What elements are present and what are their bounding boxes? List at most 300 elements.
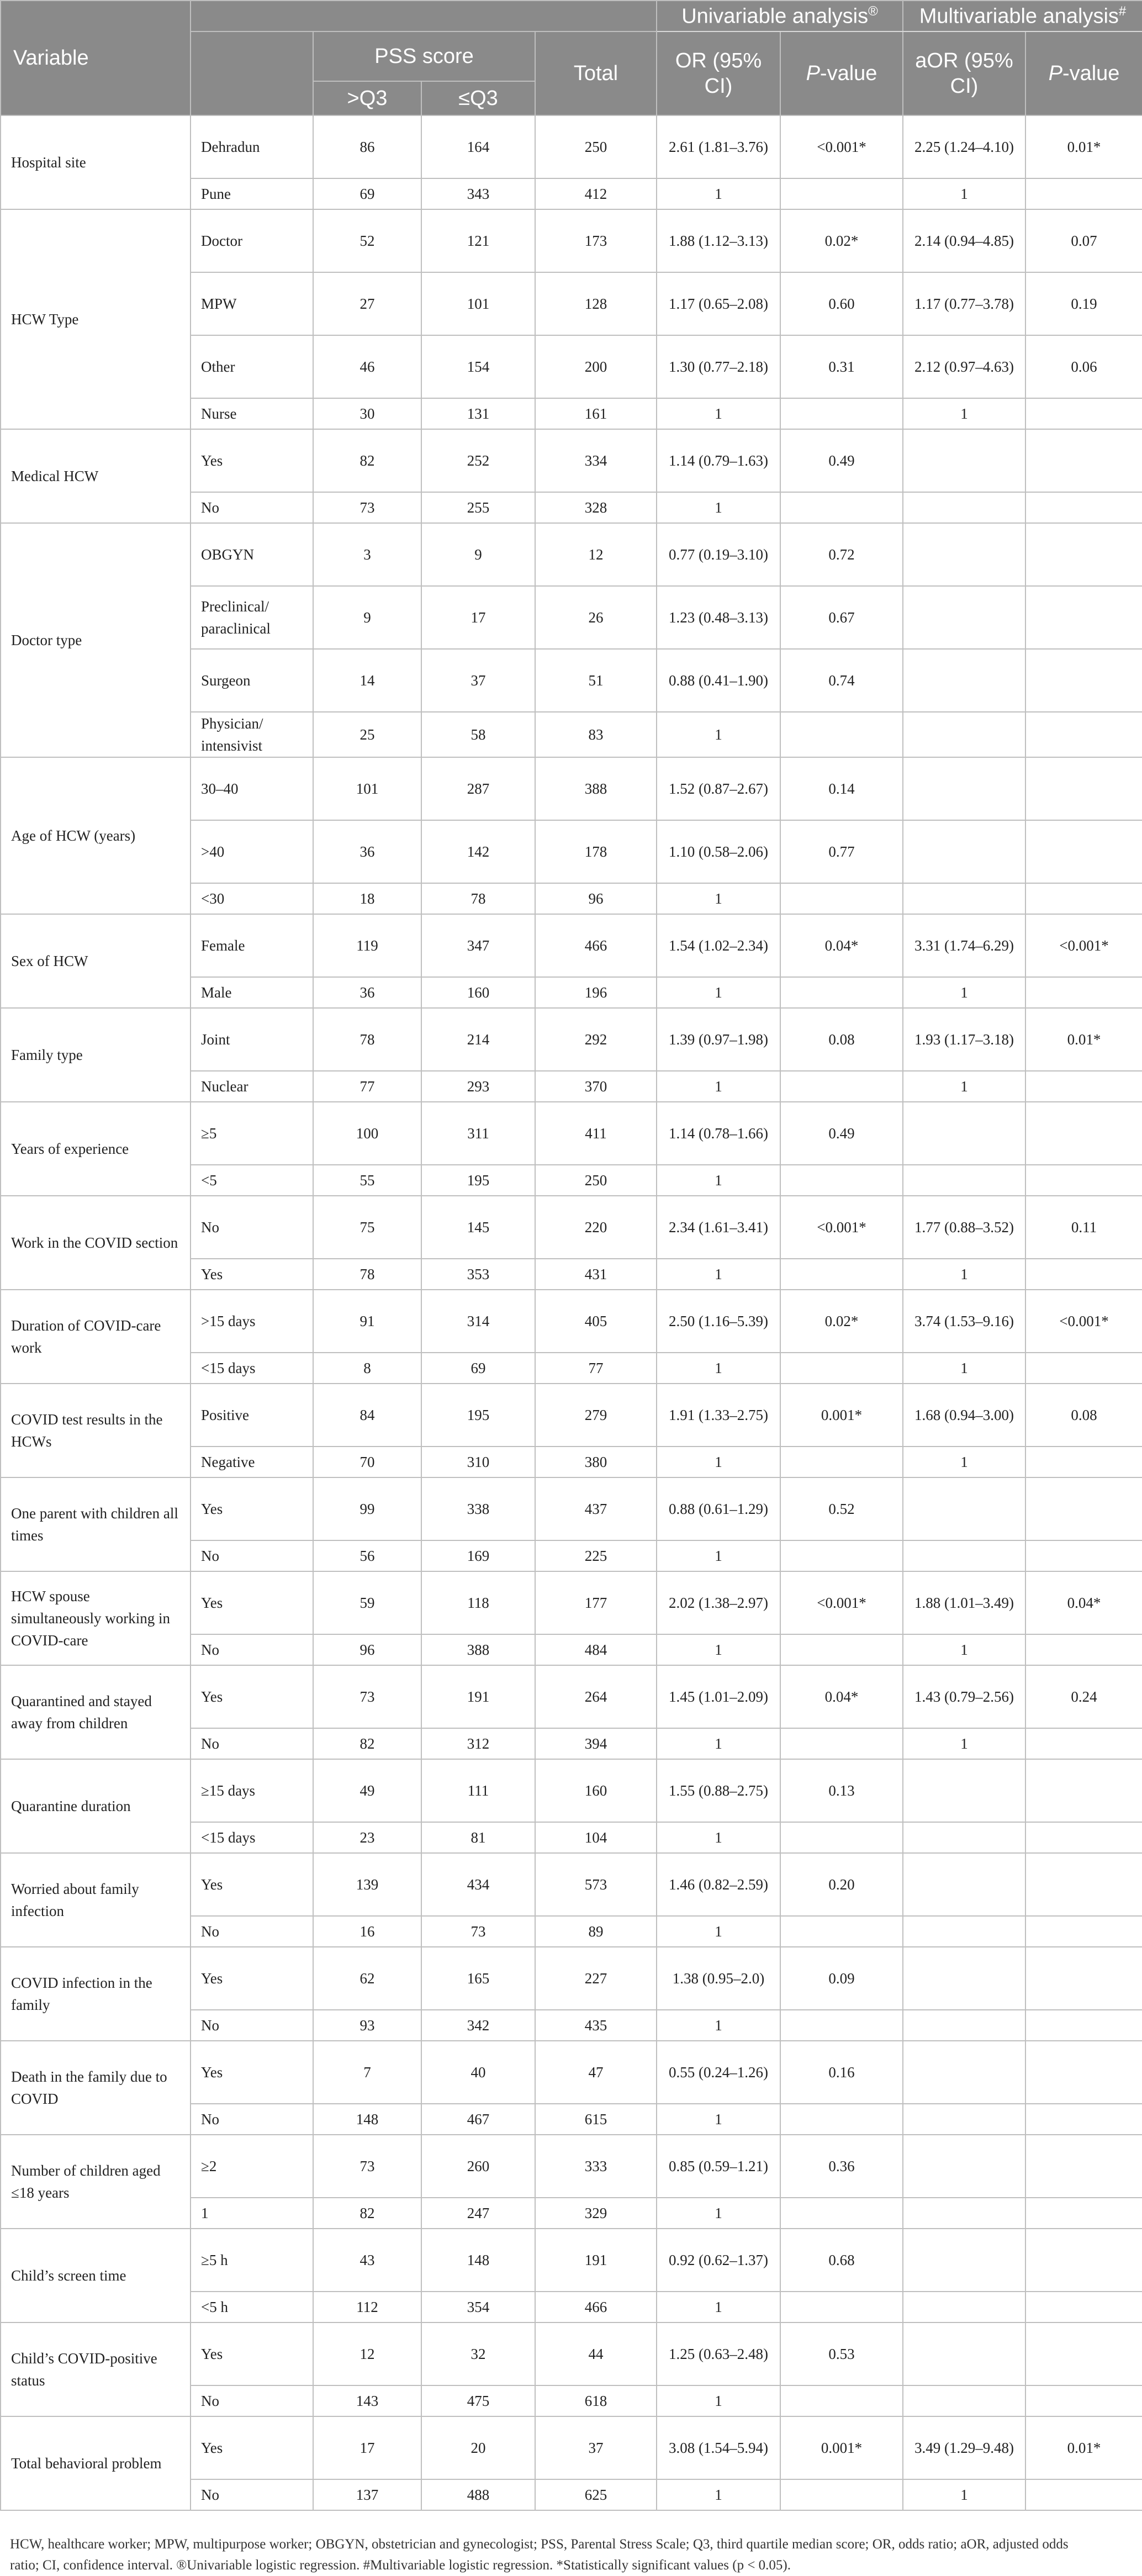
pss-gt-q3-cell: 73 <box>313 492 421 523</box>
pss-le-q3-cell: 342 <box>421 2010 535 2041</box>
pss-le-q3-cell: 338 <box>421 1477 535 1540</box>
adjusted-p-value-cell <box>1025 2010 1142 2041</box>
adjusted-p-value-cell: 0.07 <box>1025 209 1142 272</box>
or-ci-cell: 0.77 (0.19–3.10) <box>657 523 780 586</box>
or-ci-cell: 1.46 (0.82–2.59) <box>657 1853 780 1916</box>
adjusted-p-value-cell <box>1025 1947 1142 2010</box>
pss-gt-q3-cell: 36 <box>313 977 421 1008</box>
p-value-cell: 0.49 <box>780 429 903 492</box>
header-p-value-multi: P-value <box>1025 31 1142 115</box>
total-cell: 334 <box>535 429 657 492</box>
category-cell: No <box>191 1634 313 1665</box>
adjusted-p-value-cell <box>1025 1259 1142 1290</box>
adjusted-p-value-cell <box>1025 2104 1142 2135</box>
aor-ci-cell: 1.77 (0.88–3.52) <box>903 1196 1025 1259</box>
adjusted-p-value-cell <box>1025 2041 1142 2104</box>
variable-cell: Years of experience <box>1 1102 191 1196</box>
header-or-ci: OR (95% CI) <box>657 31 780 115</box>
pss-gt-q3-cell: 70 <box>313 1447 421 1477</box>
header-blank <box>191 1 657 31</box>
adjusted-p-value-cell: <0.001* <box>1025 914 1142 977</box>
p-value-cell <box>780 1165 903 1196</box>
aor-ci-cell <box>903 1759 1025 1822</box>
adjusted-p-value-cell <box>1025 586 1142 649</box>
total-cell: 411 <box>535 1102 657 1165</box>
pss-gt-q3-cell: 7 <box>313 2041 421 2104</box>
pss-gt-q3-cell: 84 <box>313 1384 421 1447</box>
p-value-cell: 0.52 <box>780 1477 903 1540</box>
aor-ci-cell: 1 <box>903 1071 1025 1102</box>
aor-ci-cell <box>903 2292 1025 2322</box>
or-ci-cell: 0.55 (0.24–1.26) <box>657 2041 780 2104</box>
category-cell: Pune <box>191 178 313 209</box>
total-cell: 161 <box>535 398 657 429</box>
p-value-cell: 0.74 <box>780 649 903 712</box>
pss-le-q3-cell: 488 <box>421 2479 535 2510</box>
category-cell: Yes <box>191 429 313 492</box>
aor-ci-cell <box>903 1916 1025 1947</box>
adjusted-p-value-cell <box>1025 1916 1142 1947</box>
table-row <box>1 523 1142 586</box>
category-cell: <5 <box>191 1165 313 1196</box>
pss-le-q3-cell: 101 <box>421 272 535 335</box>
pss-gt-q3-cell: 99 <box>313 1477 421 1540</box>
p-value-cell <box>780 712 903 757</box>
header-variable: Variable <box>1 1 191 115</box>
total-cell: 250 <box>535 115 657 178</box>
table-row <box>1 209 1142 272</box>
total-cell: 196 <box>535 977 657 1008</box>
p-value-cell: 0.49 <box>780 1102 903 1165</box>
aor-ci-cell: 1.68 (0.94–3.00) <box>903 1384 1025 1447</box>
aor-ci-cell: 1 <box>903 178 1025 209</box>
variable-cell: COVID infection in the family <box>1 1947 191 2041</box>
pss-gt-q3-cell: 82 <box>313 429 421 492</box>
total-cell: 44 <box>535 2322 657 2385</box>
category-cell: No <box>191 1540 313 1571</box>
or-ci-cell: 1.88 (1.12–3.13) <box>657 209 780 272</box>
total-cell: 615 <box>535 2104 657 2135</box>
or-ci-cell: 1 <box>657 2198 780 2229</box>
pss-gt-q3-cell: 52 <box>313 209 421 272</box>
category-cell: <30 <box>191 883 313 914</box>
table-body <box>1 115 1142 2510</box>
or-ci-cell: 1.52 (0.87–2.67) <box>657 757 780 820</box>
aor-ci-cell <box>903 2198 1025 2229</box>
pss-gt-q3-cell: 14 <box>313 649 421 712</box>
pss-le-q3-cell: 475 <box>421 2385 535 2416</box>
or-ci-cell: 1.55 (0.88–2.75) <box>657 1759 780 1822</box>
pss-le-q3-cell: 311 <box>421 1102 535 1165</box>
adjusted-p-value-cell <box>1025 2198 1142 2229</box>
variable-cell: HCW Type <box>1 209 191 429</box>
aor-ci-cell <box>903 2135 1025 2198</box>
footnote-line-2: ratio; CI, confidence interval. ®Univariable logistic regression. #Multivariable logistic regression. *Statistically significant values (p < 0.05). <box>10 2558 791 2573</box>
p-value-cell: 0.14 <box>780 757 903 820</box>
header-p-value: P-value <box>780 31 903 115</box>
adjusted-p-value-cell: 0.01* <box>1025 2416 1142 2479</box>
total-cell: 220 <box>535 1196 657 1259</box>
total-cell: 128 <box>535 272 657 335</box>
or-ci-cell: 1.38 (0.95–2.0) <box>657 1947 780 2010</box>
category-cell: <15 days <box>191 1353 313 1384</box>
p-value-cell: <0.001* <box>780 1571 903 1634</box>
p-value-cell <box>780 2385 903 2416</box>
p-value-cell: 0.31 <box>780 335 903 398</box>
pss-gt-q3-cell: 17 <box>313 2416 421 2479</box>
pss-le-q3-cell: 312 <box>421 1728 535 1759</box>
total-cell: 173 <box>535 209 657 272</box>
header-total: Total <box>535 31 657 115</box>
or-ci-cell: 1 <box>657 1071 780 1102</box>
p-value-cell <box>780 1822 903 1853</box>
category-cell: ≥5 <box>191 1102 313 1165</box>
total-cell: 191 <box>535 2229 657 2292</box>
p-value-cell <box>780 178 903 209</box>
aor-ci-cell: 1.88 (1.01–3.49) <box>903 1571 1025 1634</box>
p-value-cell <box>780 1071 903 1102</box>
category-cell: Yes <box>191 2416 313 2479</box>
adjusted-p-value-cell <box>1025 1447 1142 1477</box>
aor-ci-cell <box>903 492 1025 523</box>
or-ci-cell: 1.39 (0.97–1.98) <box>657 1008 780 1071</box>
p-value-cell: 0.02* <box>780 209 903 272</box>
category-cell: No <box>191 1196 313 1259</box>
category-cell: Yes <box>191 2322 313 2385</box>
p-value-cell: 0.36 <box>780 2135 903 2198</box>
total-cell: 26 <box>535 586 657 649</box>
adjusted-p-value-cell <box>1025 1728 1142 1759</box>
or-ci-cell: 1 <box>657 2385 780 2416</box>
header-univariable: Univariable analysis® <box>657 1 903 31</box>
aor-ci-cell: 1 <box>903 1728 1025 1759</box>
table-row <box>1 1196 1142 1259</box>
aor-ci-cell: 1.43 (0.79–2.56) <box>903 1665 1025 1728</box>
adjusted-p-value-cell <box>1025 820 1142 883</box>
total-cell: 47 <box>535 2041 657 2104</box>
adjusted-p-value-cell <box>1025 429 1142 492</box>
p-value-cell <box>780 492 903 523</box>
category-cell: Nurse <box>191 398 313 429</box>
category-cell: ≥15 days <box>191 1759 313 1822</box>
or-ci-cell: 0.88 (0.61–1.29) <box>657 1477 780 1540</box>
category-cell: Yes <box>191 1947 313 2010</box>
adjusted-p-value-cell <box>1025 1165 1142 1196</box>
p-value-cell <box>780 1916 903 1947</box>
aor-ci-cell <box>903 649 1025 712</box>
pss-le-q3-cell: 40 <box>421 2041 535 2104</box>
aor-ci-cell: 2.25 (1.24–4.10) <box>903 115 1025 178</box>
adjusted-p-value-cell <box>1025 1853 1142 1916</box>
p-value-cell: 0.001* <box>780 1384 903 1447</box>
p-value-cell: <0.001* <box>780 115 903 178</box>
or-ci-cell: 2.50 (1.16–5.39) <box>657 1290 780 1353</box>
table-row <box>1 115 1142 178</box>
pss-le-q3-cell: 73 <box>421 1916 535 1947</box>
category-cell: Physician/ intensivist <box>191 712 313 757</box>
adjusted-p-value-cell <box>1025 2322 1142 2385</box>
or-ci-cell: 1.23 (0.48–3.13) <box>657 586 780 649</box>
variable-cell: Child’s COVID-positive status <box>1 2322 191 2416</box>
adjusted-p-value-cell: <0.001* <box>1025 1290 1142 1353</box>
pss-gt-q3-cell: 55 <box>313 1165 421 1196</box>
category-cell: No <box>191 2385 313 2416</box>
table-row <box>1 1102 1142 1165</box>
total-cell: 437 <box>535 1477 657 1540</box>
or-ci-cell: 1.17 (0.65–2.08) <box>657 272 780 335</box>
adjusted-p-value-cell <box>1025 712 1142 757</box>
or-ci-cell: 1 <box>657 1259 780 1290</box>
category-cell: Yes <box>191 1571 313 1634</box>
aor-ci-cell <box>903 757 1025 820</box>
variable-cell: Age of HCW (years) <box>1 757 191 914</box>
category-cell: No <box>191 2104 313 2135</box>
table-row <box>1 1384 1142 1447</box>
total-cell: 484 <box>535 1634 657 1665</box>
aor-ci-cell: 2.14 (0.94–4.85) <box>903 209 1025 272</box>
pss-le-q3-cell: 32 <box>421 2322 535 2385</box>
variable-cell: Sex of HCW <box>1 914 191 1008</box>
adjusted-p-value-cell <box>1025 2135 1142 2198</box>
pss-le-q3-cell: 121 <box>421 209 535 272</box>
or-ci-cell: 1 <box>657 1353 780 1384</box>
total-cell: 250 <box>535 1165 657 1196</box>
pss-le-q3-cell: 164 <box>421 115 535 178</box>
adjusted-p-value-cell <box>1025 977 1142 1008</box>
aor-ci-cell: 3.74 (1.53–9.16) <box>903 1290 1025 1353</box>
footnote-line-1: HCW, healthcare worker; MPW, multipurpose worker; OBGYN, obstetrician and gynecologist; PSS, Parental Stress Scale; Q3, third quartile median score; OR, odds ratio; aOR, adjusted odds <box>10 2537 1069 2552</box>
variable-cell: Medical HCW <box>1 429 191 523</box>
p-value-cell: 0.09 <box>780 1947 903 2010</box>
pss-le-q3-cell: 347 <box>421 914 535 977</box>
pss-gt-q3-cell: 112 <box>313 2292 421 2322</box>
pss-gt-q3-cell: 119 <box>313 914 421 977</box>
pss-gt-q3-cell: 101 <box>313 757 421 820</box>
total-cell: 412 <box>535 178 657 209</box>
variable-cell: Total behavioral problem <box>1 2416 191 2510</box>
aor-ci-cell <box>903 523 1025 586</box>
total-cell: 292 <box>535 1008 657 1071</box>
variable-cell: COVID test results in the HCWs <box>1 1384 191 1477</box>
total-cell: 328 <box>535 492 657 523</box>
pss-le-q3-cell: 314 <box>421 1290 535 1353</box>
category-cell: OBGYN <box>191 523 313 586</box>
adjusted-p-value-cell: 0.04* <box>1025 1571 1142 1634</box>
pss-gt-q3-cell: 75 <box>313 1196 421 1259</box>
adjusted-p-value-cell <box>1025 1477 1142 1540</box>
adjusted-p-value-cell <box>1025 178 1142 209</box>
p-value-cell <box>780 2104 903 2135</box>
total-cell: 435 <box>535 2010 657 2041</box>
pss-le-q3-cell: 131 <box>421 398 535 429</box>
adjusted-p-value-cell <box>1025 1540 1142 1571</box>
p-value-cell <box>780 2010 903 2041</box>
or-ci-cell: 2.02 (1.38–2.97) <box>657 1571 780 1634</box>
pss-gt-q3-cell: 69 <box>313 178 421 209</box>
or-ci-cell: 2.61 (1.81–3.76) <box>657 115 780 178</box>
total-cell: 466 <box>535 914 657 977</box>
category-cell: MPW <box>191 272 313 335</box>
variable-cell: Hospital site <box>1 115 191 209</box>
category-cell: Yes <box>191 1259 313 1290</box>
category-cell: Negative <box>191 1447 313 1477</box>
total-cell: 264 <box>535 1665 657 1728</box>
adjusted-p-value-cell <box>1025 398 1142 429</box>
pss-le-q3-cell: 118 <box>421 1571 535 1634</box>
adjusted-p-value-cell: 0.11 <box>1025 1196 1142 1259</box>
p-value-cell: 0.16 <box>780 2041 903 2104</box>
pss-gt-q3-cell: 16 <box>313 1916 421 1947</box>
pss-le-q3-cell: 467 <box>421 2104 535 2135</box>
aor-ci-cell <box>903 1477 1025 1540</box>
category-cell: >15 days <box>191 1290 313 1353</box>
aor-ci-cell: 1 <box>903 1447 1025 1477</box>
pss-le-q3-cell: 58 <box>421 712 535 757</box>
pss-gt-q3-cell: 25 <box>313 712 421 757</box>
total-cell: 380 <box>535 1447 657 1477</box>
category-cell: Male <box>191 977 313 1008</box>
total-cell: 12 <box>535 523 657 586</box>
category-cell: Female <box>191 914 313 977</box>
header-le-q3: ≤Q3 <box>421 81 535 115</box>
aor-ci-cell: 1 <box>903 2479 1025 2510</box>
or-ci-cell: 1.91 (1.33–2.75) <box>657 1384 780 1447</box>
aor-ci-cell <box>903 2322 1025 2385</box>
aor-ci-cell: 1.93 (1.17–3.18) <box>903 1008 1025 1071</box>
p-value-cell: 0.53 <box>780 2322 903 2385</box>
pss-gt-q3-cell: 82 <box>313 1728 421 1759</box>
category-cell: No <box>191 1916 313 1947</box>
category-cell: Nuclear <box>191 1071 313 1102</box>
or-ci-cell: 1 <box>657 2479 780 2510</box>
pss-gt-q3-cell: 148 <box>313 2104 421 2135</box>
category-cell: ≥5 h <box>191 2229 313 2292</box>
aor-ci-cell <box>903 712 1025 757</box>
total-cell: 279 <box>535 1384 657 1447</box>
p-value-cell <box>780 1634 903 1665</box>
total-cell: 405 <box>535 1290 657 1353</box>
aor-ci-cell: 2.12 (0.97–4.63) <box>903 335 1025 398</box>
category-cell: Yes <box>191 2041 313 2104</box>
category-cell: Yes <box>191 1853 313 1916</box>
pss-le-q3-cell: 160 <box>421 977 535 1008</box>
total-cell: 51 <box>535 649 657 712</box>
p-value-cell: 0.20 <box>780 1853 903 1916</box>
aor-ci-cell <box>903 820 1025 883</box>
adjusted-p-value-cell <box>1025 2229 1142 2292</box>
or-ci-cell: 1.14 (0.78–1.66) <box>657 1102 780 1165</box>
or-ci-cell: 2.34 (1.61–3.41) <box>657 1196 780 1259</box>
p-value-cell: 0.08 <box>780 1008 903 1071</box>
aor-ci-cell: 1 <box>903 398 1025 429</box>
category-cell: No <box>191 2479 313 2510</box>
table-row <box>1 1008 1142 1071</box>
variable-cell: Worried about family infection <box>1 1853 191 1947</box>
pss-gt-q3-cell: 96 <box>313 1634 421 1665</box>
or-ci-cell: 1.54 (1.02–2.34) <box>657 914 780 977</box>
aor-ci-cell <box>903 1102 1025 1165</box>
p-value-cell <box>780 2292 903 2322</box>
pss-le-q3-cell: 142 <box>421 820 535 883</box>
category-cell: Yes <box>191 1665 313 1728</box>
variable-cell: Family type <box>1 1008 191 1102</box>
aor-ci-cell <box>903 1165 1025 1196</box>
variable-cell: Work in the COVID section <box>1 1196 191 1290</box>
pss-gt-q3-cell: 30 <box>313 398 421 429</box>
pss-gt-q3-cell: 49 <box>313 1759 421 1822</box>
category-cell: Dehradun <box>191 115 313 178</box>
p-value-cell <box>780 2479 903 2510</box>
or-ci-cell: 1 <box>657 1447 780 1477</box>
pss-le-q3-cell: 154 <box>421 335 535 398</box>
category-cell: Preclinical/ paraclinical <box>191 586 313 649</box>
pss-le-q3-cell: 252 <box>421 429 535 492</box>
pss-gt-q3-cell: 56 <box>313 1540 421 1571</box>
category-cell: Yes <box>191 1477 313 1540</box>
pss-le-q3-cell: 20 <box>421 2416 535 2479</box>
pss-gt-q3-cell: 139 <box>313 1853 421 1916</box>
total-cell: 177 <box>535 1571 657 1634</box>
p-value-cell <box>780 883 903 914</box>
pss-le-q3-cell: 247 <box>421 2198 535 2229</box>
category-cell: <15 days <box>191 1822 313 1853</box>
aor-ci-cell: 1.17 (0.77–3.78) <box>903 272 1025 335</box>
category-cell: 30–40 <box>191 757 313 820</box>
pss-le-q3-cell: 293 <box>421 1071 535 1102</box>
or-ci-cell: 1 <box>657 977 780 1008</box>
total-cell: 104 <box>535 1822 657 1853</box>
header-blank-2 <box>191 31 313 115</box>
p-value-cell: 0.72 <box>780 523 903 586</box>
table-row <box>1 1759 1142 1822</box>
aor-ci-cell: 1 <box>903 1634 1025 1665</box>
total-cell: 370 <box>535 1071 657 1102</box>
variable-cell: Number of children aged ≤18 years <box>1 2135 191 2229</box>
or-ci-cell: 1 <box>657 1916 780 1947</box>
adjusted-p-value-cell: 0.01* <box>1025 115 1142 178</box>
or-ci-cell: 1.45 (1.01–2.09) <box>657 1665 780 1728</box>
aor-ci-cell <box>903 883 1025 914</box>
total-cell: 394 <box>535 1728 657 1759</box>
pss-gt-q3-cell: 36 <box>313 820 421 883</box>
variable-cell: Quarantined and stayed away from children <box>1 1665 191 1759</box>
aor-ci-cell: 1 <box>903 1259 1025 1290</box>
total-cell: 388 <box>535 757 657 820</box>
p-value-cell: 0.13 <box>780 1759 903 1822</box>
pss-le-q3-cell: 343 <box>421 178 535 209</box>
variable-cell: Child’s screen time <box>1 2229 191 2322</box>
p-value-cell <box>780 2198 903 2229</box>
variable-cell: Duration of COVID-care work <box>1 1290 191 1384</box>
aor-ci-cell: 1 <box>903 1353 1025 1384</box>
total-cell: 89 <box>535 1916 657 1947</box>
p-value-cell: 0.67 <box>780 586 903 649</box>
pss-le-q3-cell: 353 <box>421 1259 535 1290</box>
aor-ci-cell <box>903 1947 1025 2010</box>
category-cell: Other <box>191 335 313 398</box>
p-value-cell: 0.001* <box>780 2416 903 2479</box>
adjusted-p-value-cell <box>1025 883 1142 914</box>
adjusted-p-value-cell <box>1025 649 1142 712</box>
or-ci-cell: 0.85 (0.59–1.21) <box>657 2135 780 2198</box>
total-cell: 625 <box>535 2479 657 2510</box>
table-row <box>1 1853 1142 1916</box>
p-value-cell <box>780 1353 903 1384</box>
adjusted-p-value-cell: 0.06 <box>1025 335 1142 398</box>
aor-ci-cell <box>903 2010 1025 2041</box>
pss-le-q3-cell: 69 <box>421 1353 535 1384</box>
adjusted-p-value-cell: 0.19 <box>1025 272 1142 335</box>
